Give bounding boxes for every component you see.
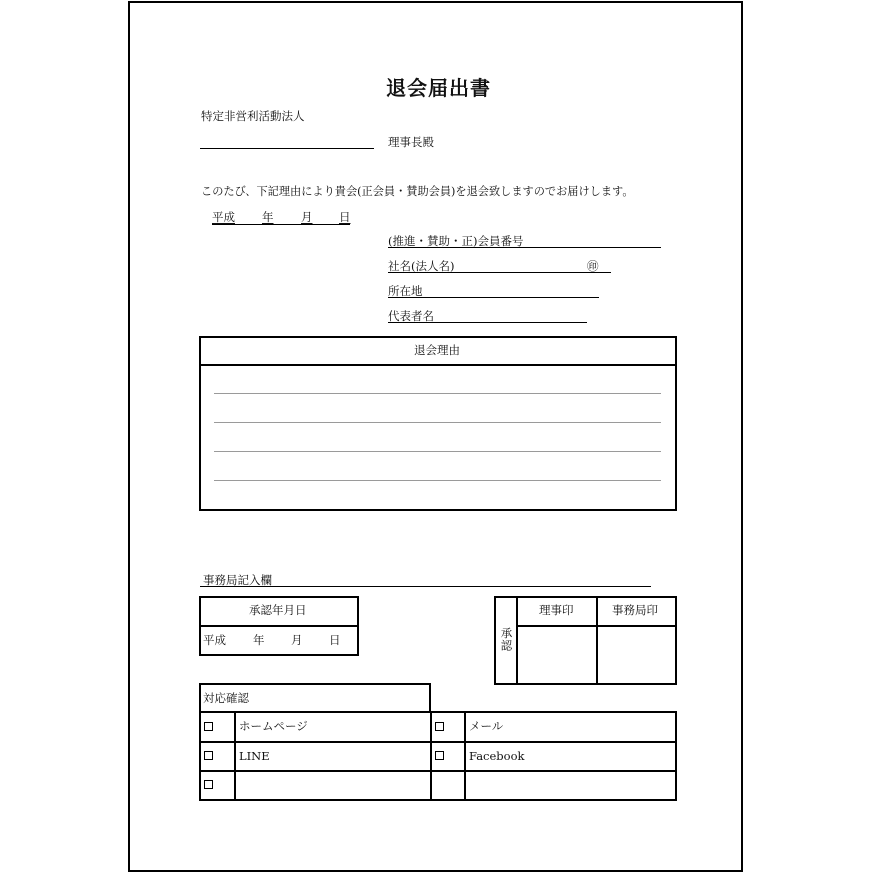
director-seal-header: 理事印 xyxy=(539,603,574,617)
approval-date-header: 承認年月日 xyxy=(249,603,307,617)
organization-name-line xyxy=(200,148,374,149)
option-facebook: Facebook xyxy=(469,749,525,763)
checkbox-line[interactable] xyxy=(204,751,213,760)
address-line[interactable] xyxy=(388,297,599,298)
address-label: 所在地 xyxy=(388,284,423,298)
approval-date-era: 平成 xyxy=(203,633,226,647)
reason-box xyxy=(199,336,677,511)
date-day: 日 xyxy=(339,210,351,224)
checkbox-other-left[interactable] xyxy=(204,780,213,789)
seals-header-divider xyxy=(516,625,677,627)
organization-type: 特定非営利活動法人 xyxy=(201,109,305,123)
response-row-divider-1 xyxy=(199,741,677,743)
seals-side-divider xyxy=(516,596,518,685)
representative-line[interactable] xyxy=(388,322,587,323)
office-seal-header: 事務局印 xyxy=(612,603,658,617)
addressee-suffix: 理事長殿 xyxy=(388,135,434,149)
checkbox-mail[interactable] xyxy=(435,722,444,731)
reason-header: 退会理由 xyxy=(414,343,460,357)
member-number-label: (推進・賛助・正)会員番号 xyxy=(388,234,524,248)
reason-line-4[interactable] xyxy=(214,480,661,481)
option-mail: メール xyxy=(469,719,504,733)
date-month: 月 xyxy=(301,210,313,224)
response-row-divider-2 xyxy=(199,770,677,772)
option-line: LINE xyxy=(239,749,270,763)
date-era: 平成 xyxy=(212,210,235,224)
response-col-divider-2 xyxy=(430,711,432,801)
approval-date-month: 月 xyxy=(291,633,303,647)
date-year: 年 xyxy=(262,210,274,224)
representative-label: 代表者名 xyxy=(388,309,434,323)
reason-line-3[interactable] xyxy=(214,451,661,452)
reason-header-divider xyxy=(199,364,677,366)
seals-side-label: 承認 xyxy=(499,627,514,652)
member-number-line[interactable] xyxy=(388,247,661,248)
date-underline xyxy=(212,224,350,225)
document-title: 退会届出書 xyxy=(386,76,491,100)
response-col-divider-1 xyxy=(234,711,236,801)
seal-mark-icon: ㊞ xyxy=(587,259,599,273)
checkbox-facebook[interactable] xyxy=(435,751,444,760)
checkbox-homepage[interactable] xyxy=(204,722,213,731)
reason-line-2[interactable] xyxy=(214,422,661,423)
office-section-label: 事務局記入欄 xyxy=(203,573,272,587)
reason-line-1[interactable] xyxy=(214,393,661,394)
response-col-divider-3 xyxy=(464,711,466,801)
option-homepage: ホームページ xyxy=(239,719,308,733)
approval-date-day: 日 xyxy=(329,633,341,647)
response-header: 対応確認 xyxy=(203,691,249,705)
approval-date-year: 年 xyxy=(253,633,265,647)
company-name-line[interactable] xyxy=(388,272,611,273)
seals-middle-divider xyxy=(596,596,598,685)
approval-date-divider xyxy=(199,625,359,627)
statement-text: このたび、下記理由により貴会(正会員・賛助会員)を退会致しますのでお届けします。 xyxy=(201,185,634,198)
office-section-underline xyxy=(200,586,651,587)
company-name-label: 社名(法人名) xyxy=(388,259,455,273)
